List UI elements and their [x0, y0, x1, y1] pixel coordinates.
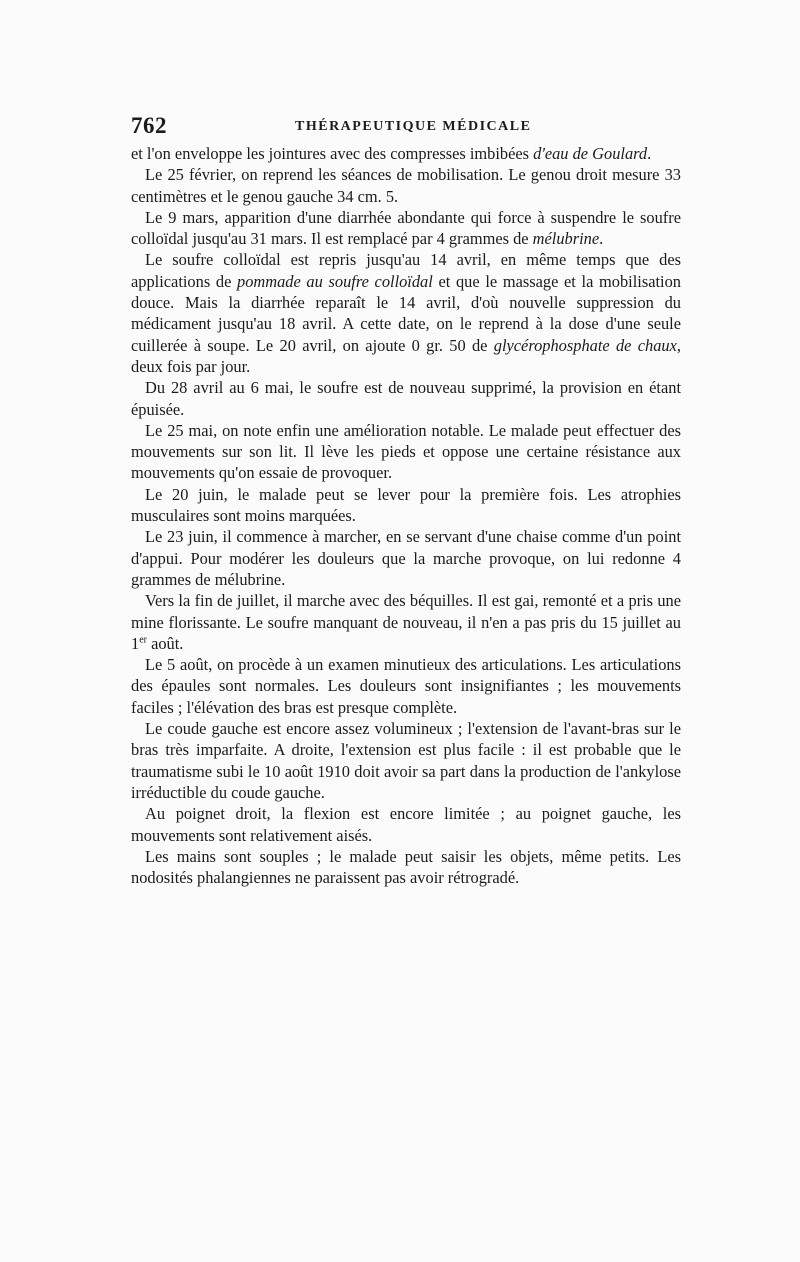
page-number: 762: [131, 113, 167, 138]
paragraph: [131, 377, 681, 420]
text-segment: Du 28 avril au 6 mai, le soufre est de nouveau supprimé, la provision en étant épuisée.: [131, 378, 681, 419]
text-segment: Au poignet droit, la flexion est encore limitée ; au poignet gauche, les mouvements sont relativement aisés.: [131, 804, 681, 845]
text-segment: Le 23 juin, il commence à marcher, en se servant d'une chaise comme d'un point d'appui. Pour modérer les douleurs que la marche provoque, on lui redonne 4 grammes de mélubrine.: [131, 527, 681, 589]
text-segment: Le 25 février, on reprend les séances de mobilisation. Le genou droit mesure 33 centimètres et le genou gauche 34 cm. 5.: [131, 165, 681, 206]
body-text: [131, 143, 681, 888]
text-segment: et l'on enveloppe les jointures avec des compresses imbibées: [131, 144, 534, 163]
paragraph: [131, 143, 681, 164]
paragraph: [131, 249, 681, 377]
text-segment: août.: [146, 633, 184, 653]
italic-text: d'eau de Goulard: [533, 144, 648, 163]
running-head: [131, 113, 681, 143]
book-page: [131, 113, 681, 888]
text-segment: Le 9 mars, apparition d'une diarrhée abondante qui force à suspendre le soufre colloïdal jusqu'au 31 mars. Il est remplacé par 4 grammes de: [131, 207, 681, 249]
text-segment: , deux fois par jour.: [131, 335, 681, 376]
running-title: THÉRAPEUTIQUE MÉDICALE: [295, 119, 532, 134]
italic-text: mélubrine: [532, 229, 600, 249]
paragraph: [131, 526, 681, 590]
italic-text: glycérophosphate de chaux: [493, 335, 677, 355]
text-segment: Vers la fin de juillet, il marche avec des béquilles. Il est gai, remonté et a pris une mine florissante. Le soufre manquant de nouveau, il n'en a pas pris du 15 juillet au 1: [131, 591, 681, 653]
text-segment: et que le massage et la mobilisation douce. Mais la diarrhée reparaît le 14 avril, d'où nouvelle suppression du médicament jusqu'au 18 avril. A cette date, on le reprend à la dose d'une seule cuillerée à soupe. Le 20 avril, on ajoute 0 gr. 50 de: [131, 271, 681, 355]
paragraph: [131, 654, 681, 718]
paragraph: [131, 590, 681, 654]
text-segment: Le 5 août, on procède à un examen minutieux des articulations. Les articulations des épaules sont normales. Les douleurs sont insignifiantes ; les mouvements faciles ; l'élévation des bras est presque complète.: [131, 655, 681, 717]
text-segment: Le soufre colloïdal est repris jusqu'au 14 avril, en même temps que des applications de: [131, 250, 681, 291]
superscript-text: er: [139, 634, 147, 646]
text-segment: Le 25 mai, on note enfin une amélioration notable. Le malade peut effectuer des mouvements sur son lit. Il lève les pieds et oppose une certaine résistance aux mouvements qu'on essaie de provoquer.: [131, 420, 681, 483]
text-segment: Les mains sont souples ; le malade peut saisir les objets, même petits. Les nodosités phalangiennes ne paraissent pas avoir rétrogradé.: [131, 846, 681, 888]
paragraph: [131, 207, 681, 250]
text-segment: .: [647, 144, 652, 163]
paragraph: [131, 164, 681, 207]
paragraph: [131, 718, 681, 803]
italic-text: pommade au soufre colloïdal: [237, 271, 433, 291]
paragraph: [131, 420, 681, 484]
paragraph: [131, 484, 681, 527]
paragraph: [131, 803, 681, 846]
text-segment: .: [599, 229, 604, 249]
text-segment: Le 20 juin, le malade peut se lever pour la première fois. Les atrophies musculaires sont moins marquées.: [131, 484, 681, 526]
text-segment: Le coude gauche est encore assez volumineux ; l'extension de l'avant-bras sur le bras très imparfaite. A droite, l'extension est plus facile : il est probable que le traumatisme subi le 10 août 1910 doit avoir sa part dans la production de l'ankylose irréductible du coude gauche.: [131, 719, 681, 802]
paragraph: [131, 846, 681, 889]
